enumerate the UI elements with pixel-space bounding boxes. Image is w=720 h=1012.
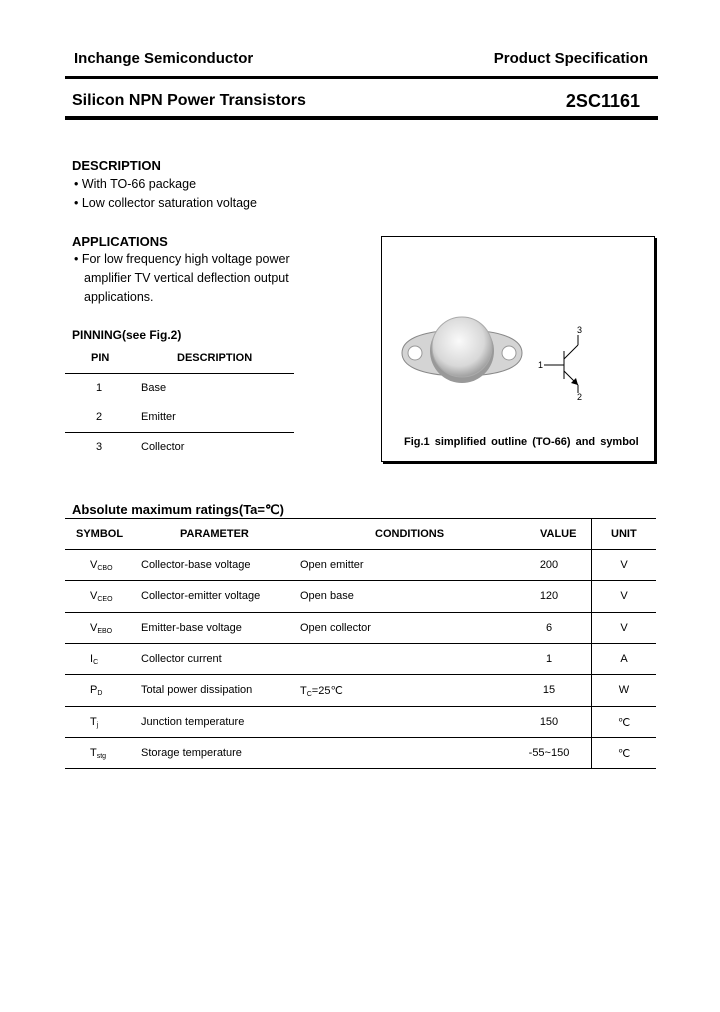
pin-description: Collector [141, 441, 185, 453]
ratings-row-rule [65, 674, 656, 675]
rating-value: -55~150 [528, 747, 570, 759]
ratings-col-unit: UNIT [611, 528, 637, 540]
ratings-row-rule [65, 612, 656, 613]
pin-number: 1 [96, 382, 103, 394]
rating-unit: V [620, 559, 628, 571]
rating-unit: V [620, 622, 628, 634]
rating-symbol-subscript: CEO [97, 596, 113, 603]
rating-symbol-letter: I [90, 653, 94, 665]
rating-condition [300, 684, 343, 698]
rating-parameter: Storage temperature [141, 747, 242, 759]
rating-symbol [90, 716, 120, 729]
rating-symbol [90, 747, 120, 760]
rating-symbol [90, 559, 120, 572]
symbol-pin-label: 1 [538, 360, 544, 370]
rating-condition-text: Open base [300, 590, 354, 602]
pinning-heading: PINNING(see Fig.2) [72, 328, 182, 342]
rating-unit: A [620, 653, 628, 665]
rating-symbol [90, 684, 120, 697]
part-number: 2SC1161 [565, 91, 640, 111]
rating-condition-text: T [300, 685, 307, 697]
applications-line: amplifier TV vertical deflection output [84, 271, 289, 285]
pin-column-header: PIN [91, 352, 110, 364]
rating-condition-subscript: C [306, 691, 312, 698]
ratings-row-rule [65, 737, 656, 738]
pin-description: Base [141, 382, 167, 394]
rating-symbol-subscript: EBO [97, 628, 113, 635]
ratings-row-rule [65, 549, 656, 550]
rating-parameter: Collector current [141, 653, 222, 665]
rating-unit: ℃ [617, 717, 631, 729]
company-name: Inchange Semiconductor [74, 50, 254, 67]
ratings-row-rule [65, 706, 656, 707]
rating-unit: ℃ [617, 748, 631, 760]
rating-value: 120 [539, 590, 559, 602]
symbol-pin-label: 3 [577, 325, 583, 335]
pin-number: 3 [96, 441, 103, 453]
rating-unit: V [620, 590, 628, 602]
spec-label: Product Specification [493, 50, 648, 67]
rating-symbol-subscript: j [96, 722, 99, 729]
ratings-bottom-rule [65, 768, 656, 769]
page-title: Silicon NPN Power Transistors [72, 92, 306, 109]
rating-symbol-letter: V [90, 559, 98, 571]
ratings-row-rule [65, 643, 656, 644]
symbol-pin-label: 2 [577, 392, 583, 402]
rating-value: 1 [545, 653, 553, 665]
ratings-col-conditions: CONDITIONS [375, 528, 445, 540]
ratings-col-parameter: PARAMETER [180, 528, 249, 540]
rating-unit: W [618, 684, 630, 696]
rating-condition [300, 559, 364, 572]
rating-parameter: Total power dissipation [141, 684, 253, 696]
pin-description-header: DESCRIPTION [177, 352, 253, 364]
applications-heading: APPLICATIONS [72, 234, 168, 249]
rating-value: 15 [542, 684, 556, 696]
ratings-col-symbol: SYMBOL [76, 528, 124, 540]
rating-condition [300, 590, 354, 603]
rating-condition-tail: =25℃ [311, 685, 343, 697]
figure-caption: Fig.1 simplified outline (TO-66) and symbol [404, 436, 639, 448]
rating-symbol [90, 622, 120, 635]
rating-value: 200 [539, 559, 559, 571]
rating-parameter: Collector-base voltage [141, 559, 251, 571]
rating-parameter: Junction temperature [141, 716, 245, 728]
applications-line: • For low frequency high voltage power [74, 252, 290, 266]
rating-condition [300, 622, 371, 635]
rating-symbol-letter: V [90, 622, 98, 634]
rating-condition-text: Open emitter [300, 559, 364, 571]
rating-symbol-subscript: stg [96, 753, 107, 760]
ratings-heading: Absolute maximum ratings(Ta=℃) [72, 502, 284, 517]
ratings-row-rule [65, 580, 656, 581]
rating-symbol-letter: P [90, 684, 98, 696]
pin-number: 2 [96, 411, 103, 423]
description-item: • Low collector saturation voltage [74, 196, 257, 210]
rating-symbol [90, 590, 120, 603]
rating-symbol-subscript: D [97, 690, 103, 697]
pin-description: Emitter [141, 411, 176, 423]
rating-condition-text: Open collector [300, 622, 371, 634]
applications-line: applications. [84, 290, 154, 304]
description-heading: DESCRIPTION [72, 158, 161, 173]
rating-parameter: Collector-emitter voltage [141, 590, 261, 602]
rating-symbol-letter: V [90, 590, 98, 602]
rating-symbol-letter: T [90, 747, 97, 759]
rating-symbol-subscript: CBO [97, 565, 113, 572]
rating-symbol-letter: T [90, 716, 97, 728]
description-item: • With TO-66 package [74, 177, 197, 191]
rating-symbol [90, 653, 120, 666]
ratings-top-rule [65, 518, 656, 519]
rating-symbol-subscript: C [93, 659, 99, 666]
ratings-col-value: VALUE [540, 528, 577, 540]
rating-parameter: Emitter-base voltage [141, 622, 242, 634]
rating-value: 6 [545, 622, 553, 634]
rating-value: 150 [539, 716, 559, 728]
